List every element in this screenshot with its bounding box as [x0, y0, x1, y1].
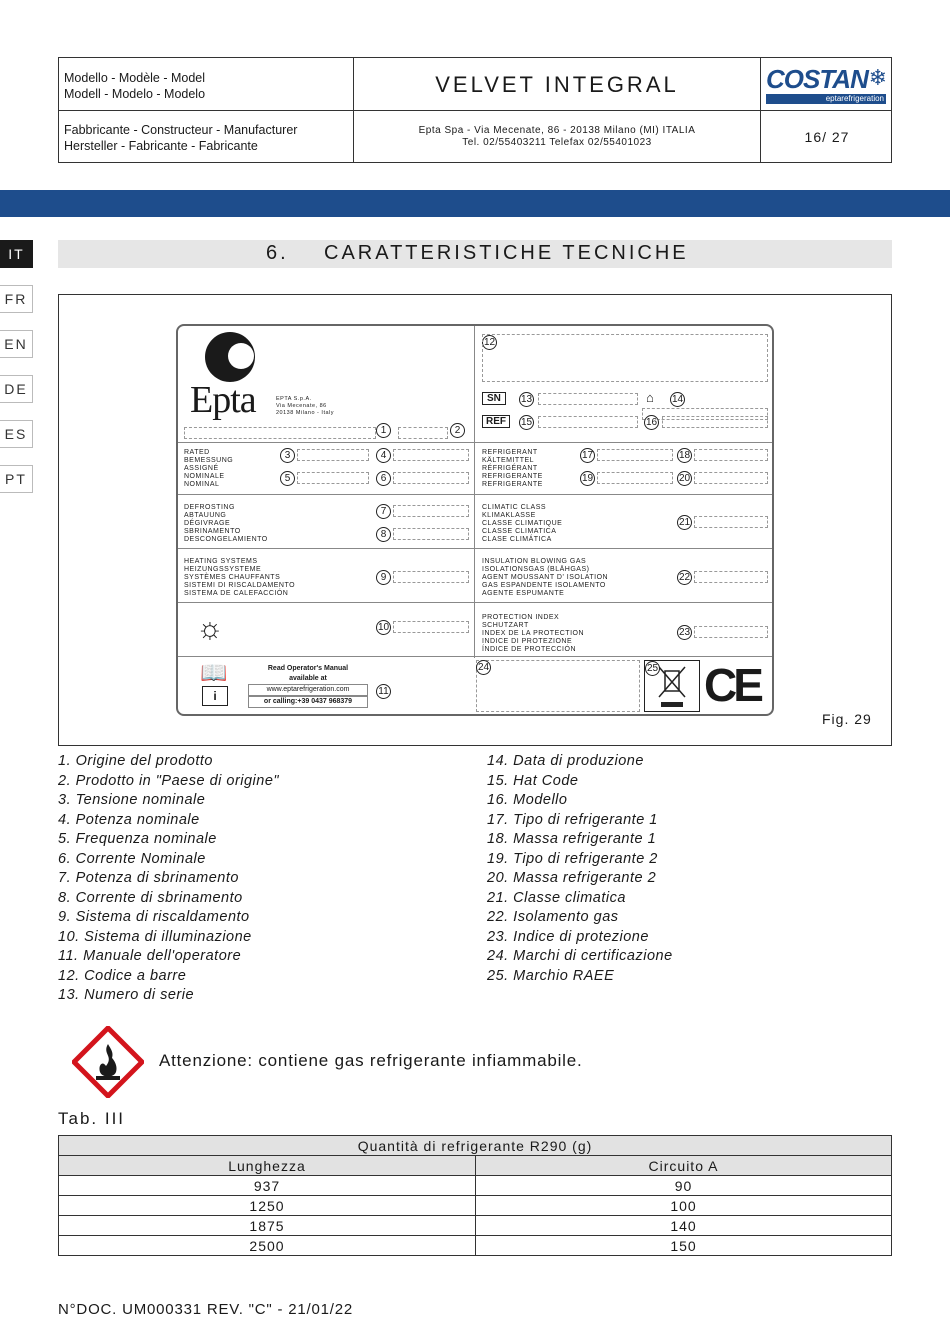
model-label-2: Modell - Modelo - Modelo: [64, 87, 206, 101]
list-item: 24. Marchi di certificazione: [487, 948, 673, 964]
manual-info: Read Operator's Manual available at www.eptarefrigeration.com or calling:+39 0437 968379: [248, 664, 368, 708]
plate-street: Via Mecenate, 86: [276, 403, 327, 409]
document-header: [58, 57, 892, 163]
marker-25: 25: [646, 663, 659, 674]
climatic-labels: CLIMATIC CLASS KLIMAKLASSE CLASSE CLIMATIQUE CLASSE CLIMATICA CLASE CLIMÁTICA: [482, 504, 563, 543]
list-item: 25. Marchio RAEE: [487, 967, 615, 984]
rating-plate: [176, 324, 774, 716]
logo-sub: eptarefrigeration: [766, 94, 886, 104]
list-item: 5. Frequenza nominale: [58, 831, 217, 847]
logo-text: COSTAN: [766, 64, 868, 94]
legend-left: [58, 752, 279, 1006]
list-item: 14. Data di produzione: [487, 753, 644, 769]
marker-23: 23: [678, 627, 691, 638]
warning-text: Attenzione: contiene gas refrigerante infiammabile.: [159, 1051, 583, 1070]
lang-tab-fr[interactable]: FR: [0, 285, 33, 313]
marker-10: 10: [377, 622, 390, 633]
list-item: 8. Corrente di sbrinamento: [58, 889, 243, 906]
marker-8: 8: [376, 527, 391, 542]
marker-4: 4: [376, 448, 391, 463]
table-title: Quantità di refrigerante R290 (g): [59, 1136, 892, 1156]
list-item: 4. Potenza nominale: [58, 811, 200, 828]
list-item: 9. Sistema di riscaldamento: [58, 909, 250, 925]
table-caption: Tab. III: [58, 1109, 126, 1128]
ref-label: REF: [482, 415, 510, 428]
section-title: CARATTERISTICHE TECNICHE: [324, 242, 689, 264]
marker-15: 15: [520, 417, 533, 428]
marker-19: 19: [581, 473, 594, 484]
list-item: 7. Potenza di sbrinamento: [58, 870, 239, 886]
marker-1: 1: [376, 423, 391, 438]
list-item: 6. Corrente Nominale: [58, 850, 206, 867]
marker-17: 17: [581, 450, 594, 461]
marker-22: 22: [678, 572, 691, 583]
address-line-2: Tel. 02/55403211 Telefax 02/55401023: [462, 137, 652, 148]
snowflake-icon: ❄: [868, 65, 887, 90]
insulation-labels: INSULATION BLOWING GAS ISOLATIONSGAS (BLÄHGAS) AGENT MOUSSANT D' ISOLATION GAS ESPANDENTE ISOLAMENTO AGENTE ESPUMANTE: [482, 558, 609, 597]
list-item: 13. Numero di serie: [58, 987, 195, 1003]
flammable-icon: [72, 1026, 144, 1098]
list-item: 22. Isolamento gas: [487, 909, 619, 925]
section-number: 6.: [266, 242, 289, 264]
column-header: Lunghezza: [59, 1156, 476, 1176]
list-item: 19. Tipo di refrigerante 2: [487, 850, 658, 867]
book-icon: 📖: [200, 660, 228, 685]
model-label-1: Modello - Modèle - Model: [64, 71, 206, 85]
protection-labels: PROTECTION INDEX SCHUTZART INDEX DE LA PROTECTION INDICE DI PROTEZIONE ÍNDICE DE PROTECCIÓN: [482, 614, 585, 653]
table-row: 2500 150: [59, 1236, 892, 1256]
address-line-1: Epta Spa - Via Mecenate, 86 - 20138 Milano (MI) ITALIA: [418, 125, 696, 136]
list-item: 1. Origine del prodotto: [58, 753, 213, 769]
rated-labels: RATED BEMESSUNG ASSIGNÉ NOMINALE NOMINAL: [184, 449, 234, 488]
list-item: 17. Tipo di refrigerante 1: [487, 811, 658, 828]
page-number: 16/ 27: [804, 129, 850, 145]
plate-company: EPTA S.p.A.: [276, 396, 312, 402]
table-row: 937 90: [59, 1176, 892, 1196]
list-item: 3. Tensione nominale: [58, 792, 206, 808]
list-item: 11. Manuale dell'operatore: [58, 948, 242, 964]
list-item: 12. Codice a barre: [58, 967, 187, 984]
info-icon: i: [202, 686, 228, 706]
list-item: 23. Indice di protezione: [487, 928, 649, 945]
list-item: 15. Hat Code: [487, 772, 579, 789]
marker-3: 3: [280, 448, 295, 463]
marker-12: 12: [483, 337, 496, 348]
marker-21: 21: [678, 517, 691, 528]
costan-logo: [765, 64, 889, 104]
blue-band: [0, 190, 950, 217]
sn-label: SN: [482, 392, 506, 405]
light-icon: ☼: [196, 612, 224, 645]
marker-2: 2: [450, 423, 465, 438]
plate-city: 20138 Milano - Italy: [276, 410, 334, 416]
marker-6: 6: [376, 471, 391, 486]
marker-14: 14: [671, 394, 684, 405]
lang-tab-pt[interactable]: PT: [0, 465, 33, 493]
document-footer: N°DOC. UM000331 REV. "C" - 21/01/22: [58, 1301, 354, 1318]
lang-tab-en[interactable]: EN: [0, 330, 33, 358]
marker-20: 20: [678, 473, 691, 484]
table-row: 1875 140: [59, 1216, 892, 1236]
list-item: 10. Sistema di illuminazione: [58, 928, 252, 945]
list-item: 18. Massa refrigerante 1: [487, 831, 657, 847]
list-item: 21. Classe climatica: [487, 889, 626, 906]
epta-logo-cut: [228, 343, 254, 369]
manufacturer-label-2: Hersteller - Fabricante - Fabricante: [64, 139, 258, 153]
marker-7: 7: [376, 504, 391, 519]
marker-5: 5: [280, 471, 295, 486]
ce-mark: CE: [704, 659, 760, 711]
marker-18: 18: [678, 450, 691, 461]
manufacturer-label-1: Fabbricante - Constructeur - Manufacturer: [64, 123, 298, 137]
heating-labels: HEATING SYSTEMS HEIZUNGSSYSTEME SYSTÈMES CHAUFFANTS SISTEMI DI RISCALDAMENTO SISTEMA DE CALEFACCIÓN: [184, 558, 296, 597]
marker-24: 24: [477, 662, 490, 673]
lang-tab-de[interactable]: DE: [0, 375, 33, 403]
column-header: Circuito A: [476, 1156, 892, 1176]
table-row: 1250 100: [59, 1196, 892, 1216]
defrosting-labels: DEFROSTING ABTAUUNG DÉGIVRAGE SBRINAMENTO DESCONGELAMIENTO: [184, 504, 268, 543]
model-name: VELVET INTEGRAL: [435, 72, 679, 97]
figure-label: Fig. 29: [822, 711, 872, 727]
factory-icon: ⌂: [646, 390, 654, 405]
lang-tab-es[interactable]: ES: [0, 420, 33, 448]
list-item: 2. Prodotto in "Paese di origine": [58, 772, 280, 789]
marker-11: 11: [376, 684, 391, 699]
list-item: 20. Massa refrigerante 2: [487, 870, 657, 886]
epta-brand: Epta: [190, 379, 256, 421]
refrigerant-table: [58, 1135, 892, 1256]
lang-tab-it[interactable]: IT: [0, 240, 33, 268]
marker-16: 16: [645, 417, 658, 428]
marker-13: 13: [520, 394, 533, 405]
legend-right: [487, 752, 673, 986]
marker-9: 9: [376, 570, 391, 585]
list-item: 16. Modello: [487, 792, 568, 808]
refrigerant-labels: REFRIGERANT KÄLTEMITTEL RÉFRIGÉRANT REFRIGERANTE REFRIGERANTE: [482, 449, 543, 488]
